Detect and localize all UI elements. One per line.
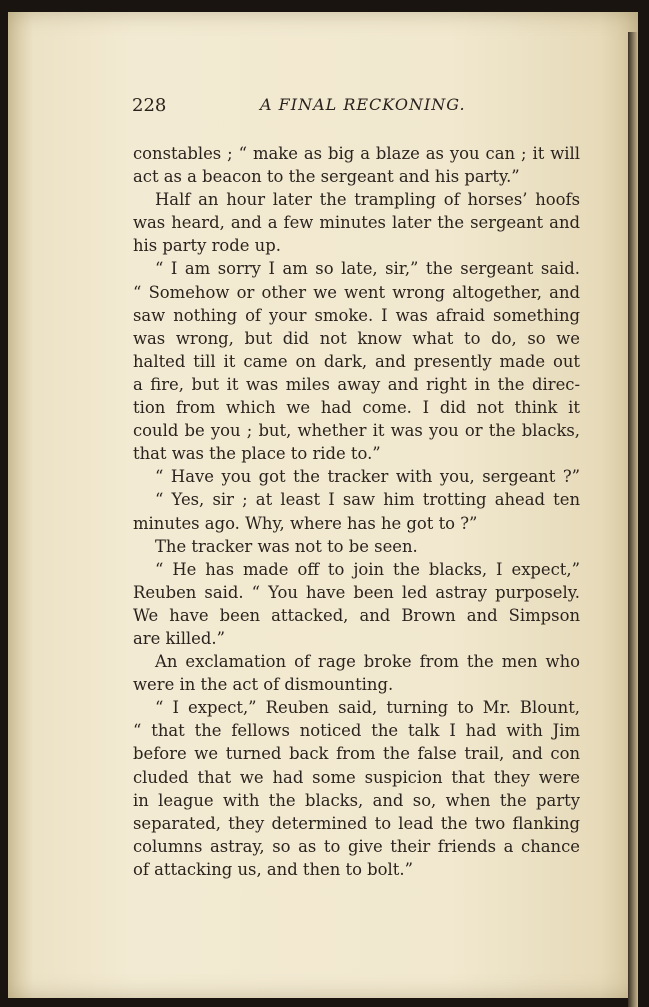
text-line: columns astray, so as to give their friends a chance xyxy=(133,836,580,856)
text-line: Reuben said. “ You have been led astray purposely. xyxy=(133,582,580,602)
text-line: tion from which we had come. I did not think it xyxy=(133,398,580,418)
text-line: could be you ; but, whether it was you or the blacks, xyxy=(133,421,580,441)
text-line: was wrong, but did not know what to do, so we xyxy=(133,328,580,348)
text-line: constables ; “ make as big a blaze as you can ; it will xyxy=(133,144,580,163)
text-line: cluded that we had some suspicion that they were xyxy=(133,767,580,787)
text-line: are killed.” xyxy=(133,628,225,648)
text-line: was heard, and a few minutes later the sergeant and xyxy=(133,213,580,233)
page-number: 228 xyxy=(132,95,167,116)
text-line: “ Somehow or other we went wrong altogether, and xyxy=(133,282,580,302)
text-line: in league with the blacks, and so, when the party xyxy=(133,790,580,810)
text-line: “ He has made off to join the blacks, I expect,” xyxy=(155,559,580,579)
text-line: halted till it came on dark, and presently made out xyxy=(133,351,580,371)
text-line: of attacking us, and then to bolt.” xyxy=(133,859,413,879)
text-line: separated, they determined to lead the two flanking xyxy=(133,813,580,833)
text-line: a fire, but it was miles away and right in the direc- xyxy=(133,374,580,394)
text-line: were in the act of dismounting. xyxy=(133,675,394,695)
text-line: before we turned back from the false trail, and con xyxy=(133,744,580,764)
text-line: act as a beacon to the sergeant and his party.” xyxy=(133,167,520,187)
text-line: “ I am sorry I am so late, sir,” the sergeant said. xyxy=(155,259,580,279)
text-line: The tracker was not to be seen. xyxy=(155,536,418,556)
text-line: An exclamation of rage broke from the men who xyxy=(155,652,580,672)
text-line: “ Yes, sir ; at least I saw him trotting ahead ten xyxy=(155,490,580,510)
text-line: his party rode up. xyxy=(133,236,281,256)
text-line: saw nothing of your smoke. I was afraid something xyxy=(133,305,580,325)
page-header xyxy=(132,95,582,121)
body-text xyxy=(133,142,580,881)
page-edge xyxy=(628,32,638,1007)
text-line: that was the place to ride to.” xyxy=(133,444,381,464)
text-line: “ Have you got the tracker with you, sergeant ?” xyxy=(155,467,580,487)
text-line: minutes ago. Why, where has he got to ?” xyxy=(133,513,478,533)
text-line: “ I expect,” Reuben said, turning to Mr. Blount, xyxy=(155,698,580,718)
text-line: Half an hour later the trampling of horses’ hoofs xyxy=(155,190,580,210)
text-line: “ that the fellows noticed the talk I had with Jim xyxy=(133,721,580,741)
text-line: We have been attacked, and Brown and Simpson xyxy=(133,605,580,625)
running-title: A FINAL RECKONING. xyxy=(260,95,466,114)
